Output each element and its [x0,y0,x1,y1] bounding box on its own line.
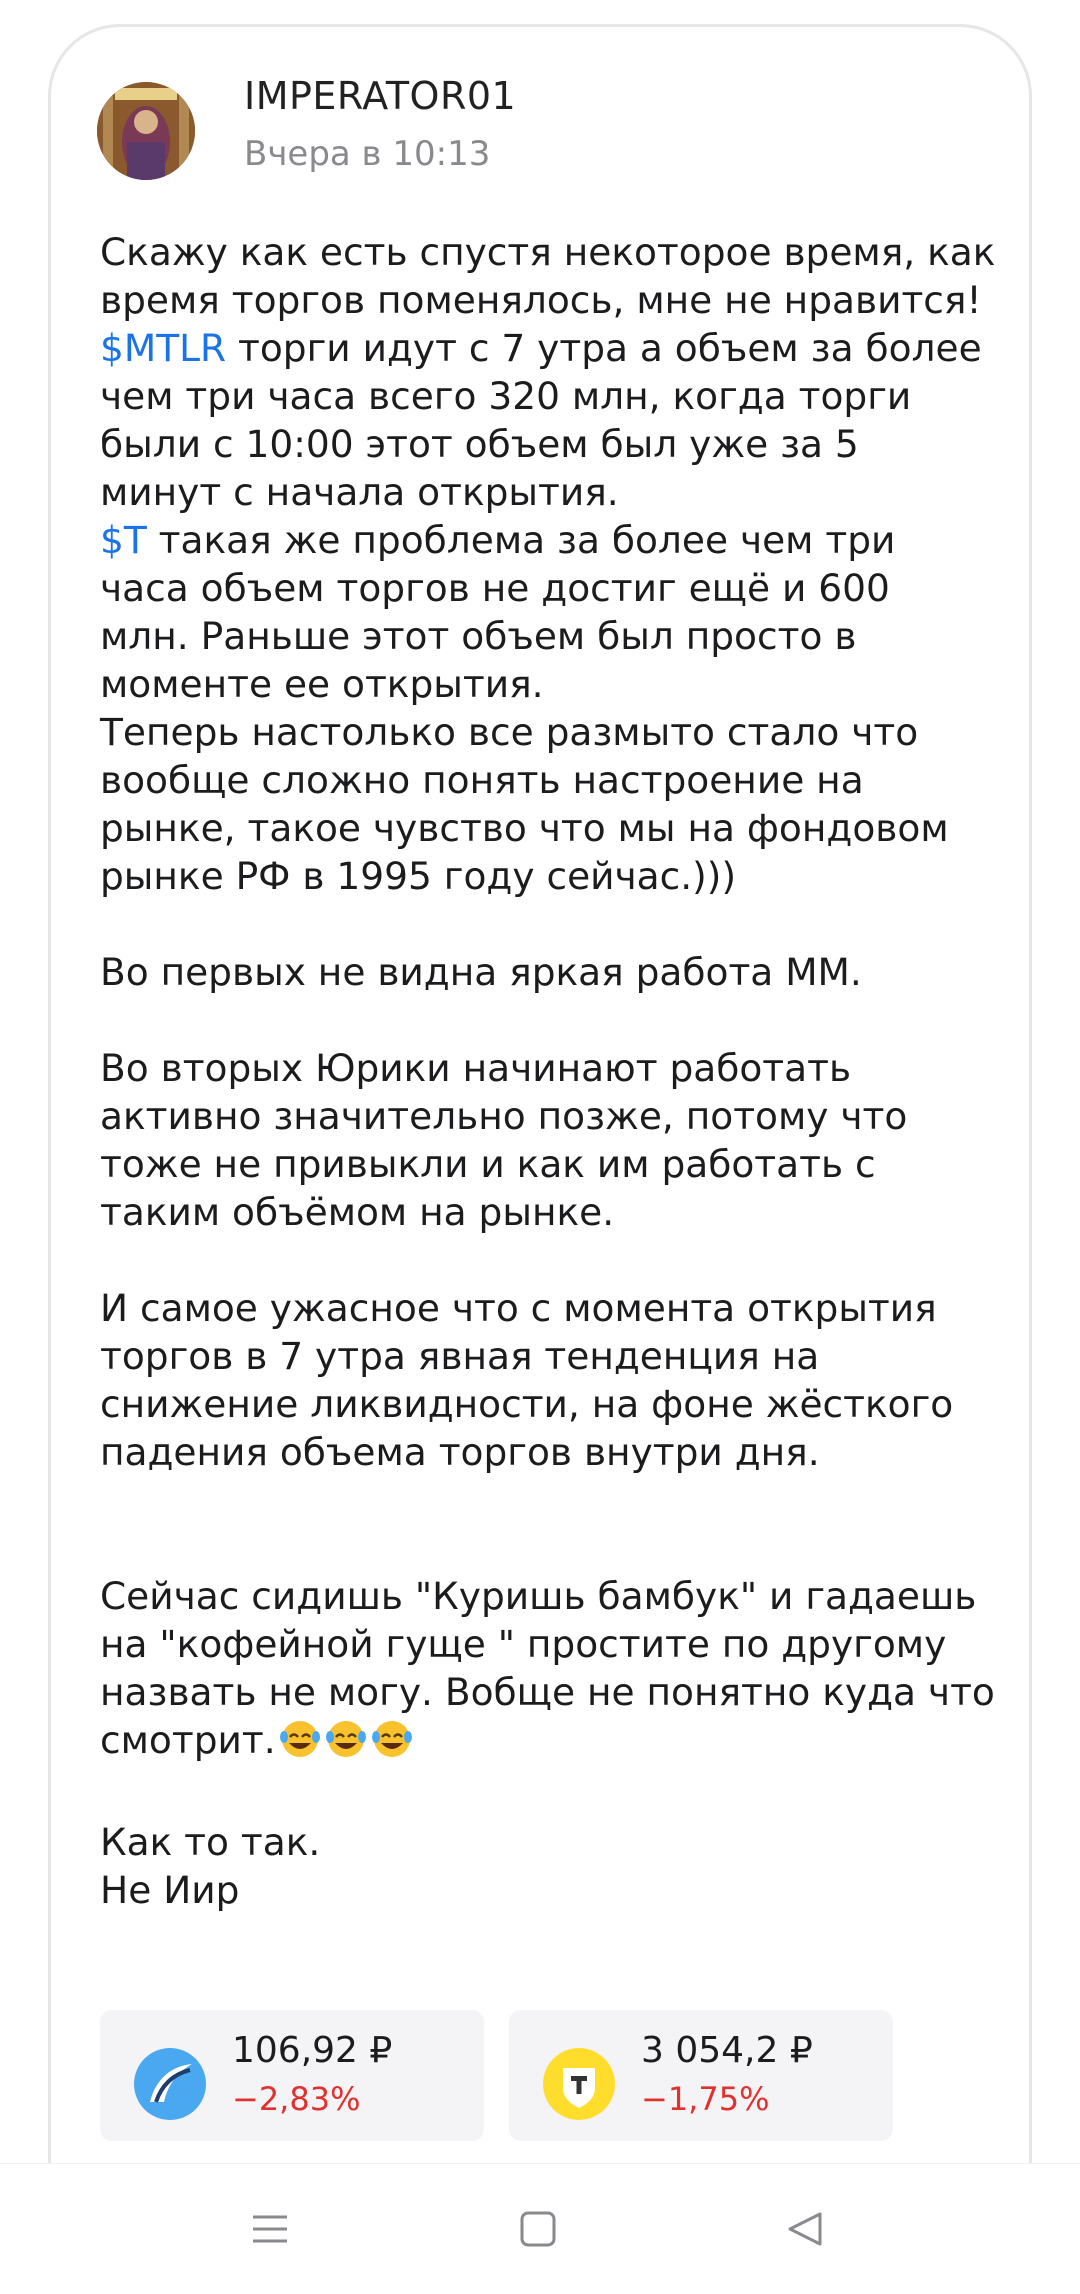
post-time: Вчера в 10:13 [244,134,491,174]
post-line-text: такая же проблема за более чем три [146,518,896,562]
post-line: тоже не привыкли и как им работать с [100,1142,876,1186]
post-line: Теперь настолько все размыто стало что [100,710,919,754]
post-line: таким объёмом на рынке. [100,1190,615,1234]
post-line: Сейчас сидишь "Куришь бамбук" и гадаешь [100,1574,977,1618]
post-line: рынке, такое чувство что мы на фондовом [100,806,949,850]
quote-change: −1,75% [641,2080,770,2118]
post-line: моменте ее открытия. [100,662,544,706]
laughing-emoji-icon [370,1719,414,1770]
blank-line [100,900,1000,948]
post-line: на "кофейной гуще " простите по другому [100,1622,947,1666]
post-line [100,324,1000,372]
quote-cards [100,2010,893,2141]
post-line: падения объема торгов внутри дня. [100,1430,820,1474]
t-bank-logo-icon [543,2048,615,2120]
post-line: И самое ужасное что с момента открытия [100,1286,937,1330]
laughing-emoji-icon [324,1719,368,1770]
blank-line [100,1236,1000,1284]
post-line: активно значительно позже, потому что [100,1094,908,1138]
post-line-text: торги идут с 7 утра а объем за более [226,326,982,370]
home-square-icon[interactable] [513,2204,563,2254]
post-line [100,1716,1000,1770]
post-line: снижение ликвидности, на фоне жёсткого [100,1382,954,1426]
quote-price: 3 054,2 ₽ [641,2030,813,2071]
post-line: минут с начала открытия. [100,470,619,514]
ticker-link-t[interactable]: $T [100,518,147,562]
post-line: млн. Раньше этот объем был просто в [100,614,857,658]
blank-line [100,1524,1000,1572]
blank-line [100,1770,1000,1818]
quote-card-t[interactable] [509,2010,893,2141]
blank-line [100,1476,1000,1524]
author-avatar[interactable] [97,82,195,180]
post-line: Во вторых Юрики начинают работать [100,1046,852,1090]
post-line: часа объем торгов не достиг ещё и 600 [100,566,890,610]
post-line [100,516,1000,564]
post-body [100,228,1000,1914]
back-triangle-icon[interactable] [780,2204,830,2254]
post-line: Как то так. [100,1820,321,1864]
author-name[interactable]: IMPERATOR01 [244,74,517,118]
quote-price: 106,92 ₽ [232,2030,393,2071]
post-line: назвать не могу. Вобще не понятно куда что [100,1670,995,1714]
post-line: Скажу как есть спустя некоторое время, как [100,230,996,274]
laughing-emoji-icon [278,1719,322,1770]
post-line-text: смотрит. [100,1718,276,1762]
post-line: время торгов поменялось, мне не нравится! [100,278,982,322]
menu-icon[interactable] [245,2204,295,2254]
quote-card-mtlr[interactable] [100,2010,484,2141]
post-line: Во первых не видна яркая работа ММ. [100,950,862,994]
quote-change: −2,83% [232,2080,361,2118]
post-line: чем три часа всего 320 млн, когда торги [100,374,912,418]
post-line: Не Иир [100,1868,240,1912]
post-line: рынке РФ в 1995 году сейчас.))) [100,854,737,898]
ticker-link-mtlr[interactable]: $MTLR [100,326,227,370]
mechel-logo-icon [134,2048,206,2120]
blank-line [100,996,1000,1044]
system-navigation-bar [0,2163,1080,2294]
post-line: вообще сложно понять настроение на [100,758,864,802]
post-line: торгов в 7 утра явная тенденция на [100,1334,820,1378]
post-line: были с 10:00 этот объем был уже за 5 [100,422,859,466]
